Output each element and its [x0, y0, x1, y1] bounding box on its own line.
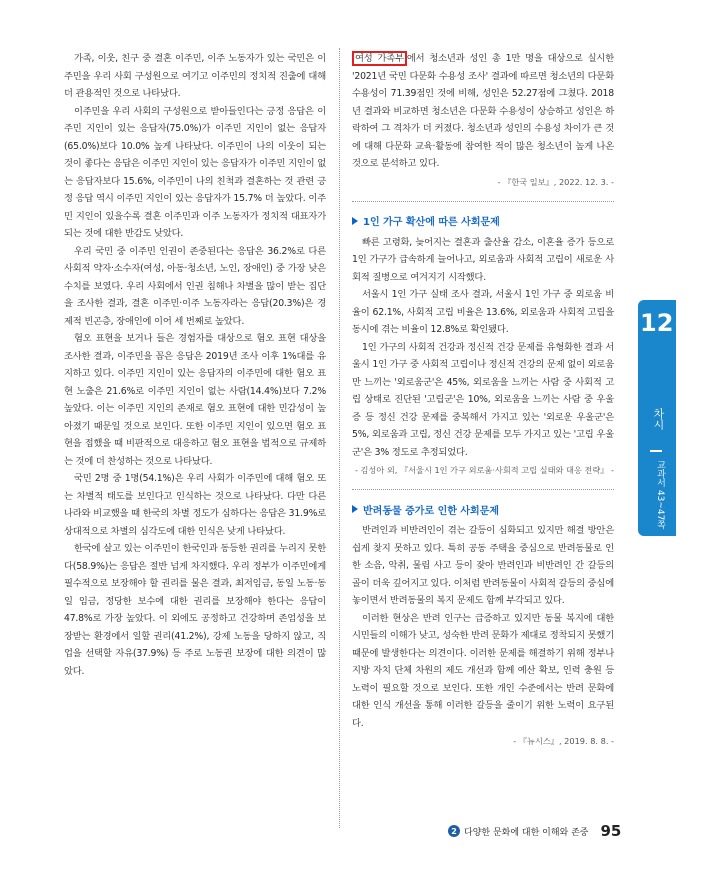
section-heading: [352, 212, 614, 230]
page-footer: [448, 822, 621, 840]
section-heading: [352, 500, 614, 518]
section-title: 1인 가구 확산에 따른 사회문제: [363, 217, 500, 228]
lesson-number: 12~13: [640, 309, 727, 337]
paragraph: 이러한 현상은 반려 인구는 급증하고 있지만 동물 복지에 대한 시민들의 이해가 낮고, 성숙한 반려 문화가 제대로 정착되지 못했기 때문에 발생한다는 의견이다. 이러한 문제를 해결하기 위해 정부나 지방 자치 단체 차원의 제도 개선과 함께 예산 확보, 인력 충원 등 노력이 필요할 것으로 보인다. 또한 개인 수준에서는 반려 문화에 대한 인식 개선을 통해 이러한 갈등을 줄이기 위한 노력이 요구된다.: [352, 612, 614, 729]
paragraph: 이주민을 우리 사회의 구성원으로 받아들인다는 긍정 응답은 이주민 지인이 있는 응답자(75.0%)가 이주민 지인이 없는 응답자(65.0%)보다 10.0% 높게 나타났다. 이주민이 나의 이웃이 되는 것이 좋다는 응답은 이주민 지인이 있는 응답자가 이주민 지인이 없는 응답자보다 15.6%, 이주민이 나의 친척과 결혼하는 것 관련 긍정 응답 역시 이주민 지인이 있는 응답자가 15.7% 더 높았다. 이주민 지인이 있을수록 결혼 이주민과 이주 노동자가 정치적 대표자가 되는 것에 대한 반감도 낮았다.: [64, 105, 326, 239]
section-separator: [352, 201, 614, 202]
page-number: 95: [600, 822, 622, 840]
paragraph: 우리 국민 중 이주민 인권이 존중된다는 응답은 36.2%로 다른 사회적 약자·소수자(여성, 아동·청소년, 노인, 장애인) 중 가장 낮은 수치를 보였다. 우리 사회에서 인권 침해나 차별을 많이 받는 집단을 조사한 결과, 결혼 이주민·이주 노동자라는 응답(20.3%)은 경제적 빈곤층, 장애인에 이어 세 번째로 높았다.: [64, 245, 326, 327]
left-column: [64, 50, 326, 680]
paragraph: 서울시 1인 가구 실태 조사 결과, 서울시 1인 가구 중 외로움 비율이 62.1%, 사회적 고립 비율은 13.6%, 외로움과 사회적 고립을 동시에 겪는 비율이 12.8%로 확인됐다.: [352, 289, 614, 335]
paragraph: 한국에 살고 있는 이주민이 한국인과 동등한 권리를 누리지 못한다(58.9%)는 응답은 절반 넘게 차지했다. 우리 정부가 이주민에게 필수적으로 보장해야 할 권리를 물은 결과, 최저임금, 동일 노동·동일 임금, 정당한 보수에 대한 권리를 보장해야 한다는 응답이 47.8%로 가장 높았다. 이 외에도 공정하고 건강하며 존엄성을 보장받는 환경에서 일할 권리(41.2%), 강제 노동을 당하지 않고, 직업을 선택할 자유(37.9%) 등 주로 노동권 보장에 대한 의견이 많았다.: [64, 543, 326, 677]
source-citation: - 김성아 외, 『서울시 1인 가구 외로움·사회적 고립 실태와 대응 전략』 -: [354, 465, 614, 475]
column-divider: [339, 48, 340, 828]
tab-divider: [650, 450, 662, 452]
arrow-icon: [352, 217, 358, 225]
paragraph: 반려인과 비반려인이 겪는 갈등이 심화되고 있지만 해결 방안은 쉽게 찾지 못하고 있다. 특히 공동 주택을 중심으로 반려동물로 인한 소음, 악취, 물림 사고 등이 잦아 반려인과 비반려인 간 갈등의 골이 더욱 깊어지고 있다. 이처럼 반려동물이 사회적 갈등의 중심에 놓이면서 반려동물의 복지 문제도 함께 부각되고 있다.: [352, 525, 614, 606]
arrow-icon: [352, 505, 358, 513]
textbook-pages: 교과서 43~47쪽: [655, 460, 665, 530]
paragraph: 빠른 고령화, 늦어지는 결혼과 출산율 감소, 이혼율 증가 등으로 1인 가구가 급속하게 늘어나고, 외로움과 사회적 고립이 새로운 사회적 질병으로 여겨지기 시작했다.: [352, 236, 614, 283]
lesson-unit-label: 차시: [652, 408, 665, 430]
lesson-side-tab: [638, 300, 727, 536]
chapter-title: 다양한 문화에 대한 이해와 존중: [464, 827, 589, 838]
paragraph: 국민 2명 중 1명(54.1%)은 우리 사회가 이주민에 대해 혐오 또는 차별적 태도를 보인다고 인식하는 것으로 나타났다. 다만 다른 나라와 비교했을 때 한국의 차별 정도가 심하다는 응답은 31.9%로 상대적으로 차별의 심각도에 대한 인식은 낮게 나타났다.: [64, 473, 326, 537]
paragraph: 가족, 이웃, 친구 중 결혼 이주민, 이주 노동자가 있는 국민은 이주민을 우리 사회 구성원으로 여기고 이주민의 정치적 진출에 대해 더 관용적인 것으로 나타났다.: [64, 53, 326, 99]
section-separator: [352, 489, 614, 490]
section-title: 반려동물 증가로 인한 사회문제: [363, 505, 500, 517]
paragraph: 1인 가구의 사회적 건강과 정신적 건강 문제를 유형화한 결과 서울시 1인 가구 중 사회적 고립이나 정신적 건강의 문제 없이 외로움만 느끼는 '외로움군'은 45%, 외로움을 느끼는 사람 중 사회적 고립 상태로 진단된 '고립군'은 10%, 외로움을 느끼는 사람 중 우울증 등 정신 건강 문제를 중복해서 가지고 있는 '외로운 우울군'은 5%, 외로움과 고립, 정신 건강 문제를 모두 가지고 있는 '고립 우울군'은 3% 정도로 추정되었다.: [352, 341, 614, 458]
chapter-number-badge: 2: [448, 825, 460, 837]
intro-paragraph: [352, 50, 614, 173]
source-citation: - 『뉴시스』, 2019. 8. 8. -: [513, 736, 614, 746]
source-citation: - 『한국 일보』, 2022. 12. 3. -: [497, 176, 614, 187]
intro-text: 에서 청소년과 성인 총 1만 명을 대상으로 실시한 '2021년 국민 다문화 수용성 조사' 결과에 따르면 청소년의 다문화 수용성이 71.39점인 것에 비해, 성인은 52.27점에 그쳤다. 2018년 결과와 비교하면 청소년은 다문화 수용성이 상승하고 성인은 하락하여 그 격차가 더 커졌다. 청소년과 성인의 수용성 차이가 큰 것에 대해 다문화 교육·활동에 참여한 적이 많은 청소년이 높게 나온 것으로 분석하고 있다.: [352, 53, 614, 169]
right-column: [352, 50, 614, 748]
highlighted-term: 여성 가족부: [352, 51, 407, 66]
paragraph: 혐오 표현을 보거나 들은 경험자를 대상으로 혐오 표현 대상을 조사한 결과, 이주민을 꼽은 응답은 2019년 조사 이후 1%대를 유지하고 있다. 이주민 지인이 있는 응답자의 이주민에 대한 혐오 표현 노출은 21.6%로 이주민 지인이 없는 사람(14.4%)보다 7.2% 높았다. 이는 이주민 지인의 존재로 혐오 표현에 대한 민감성이 높아졌기 때문일 것으로 보인다. 또한 이주민 지인이 있으면 혐오 표현을 접했을 때 비판적으로 대응하고 혐오 표현을 법적으로 규제하는 것에 더 찬성하는 것으로 나타났다.: [64, 333, 326, 467]
